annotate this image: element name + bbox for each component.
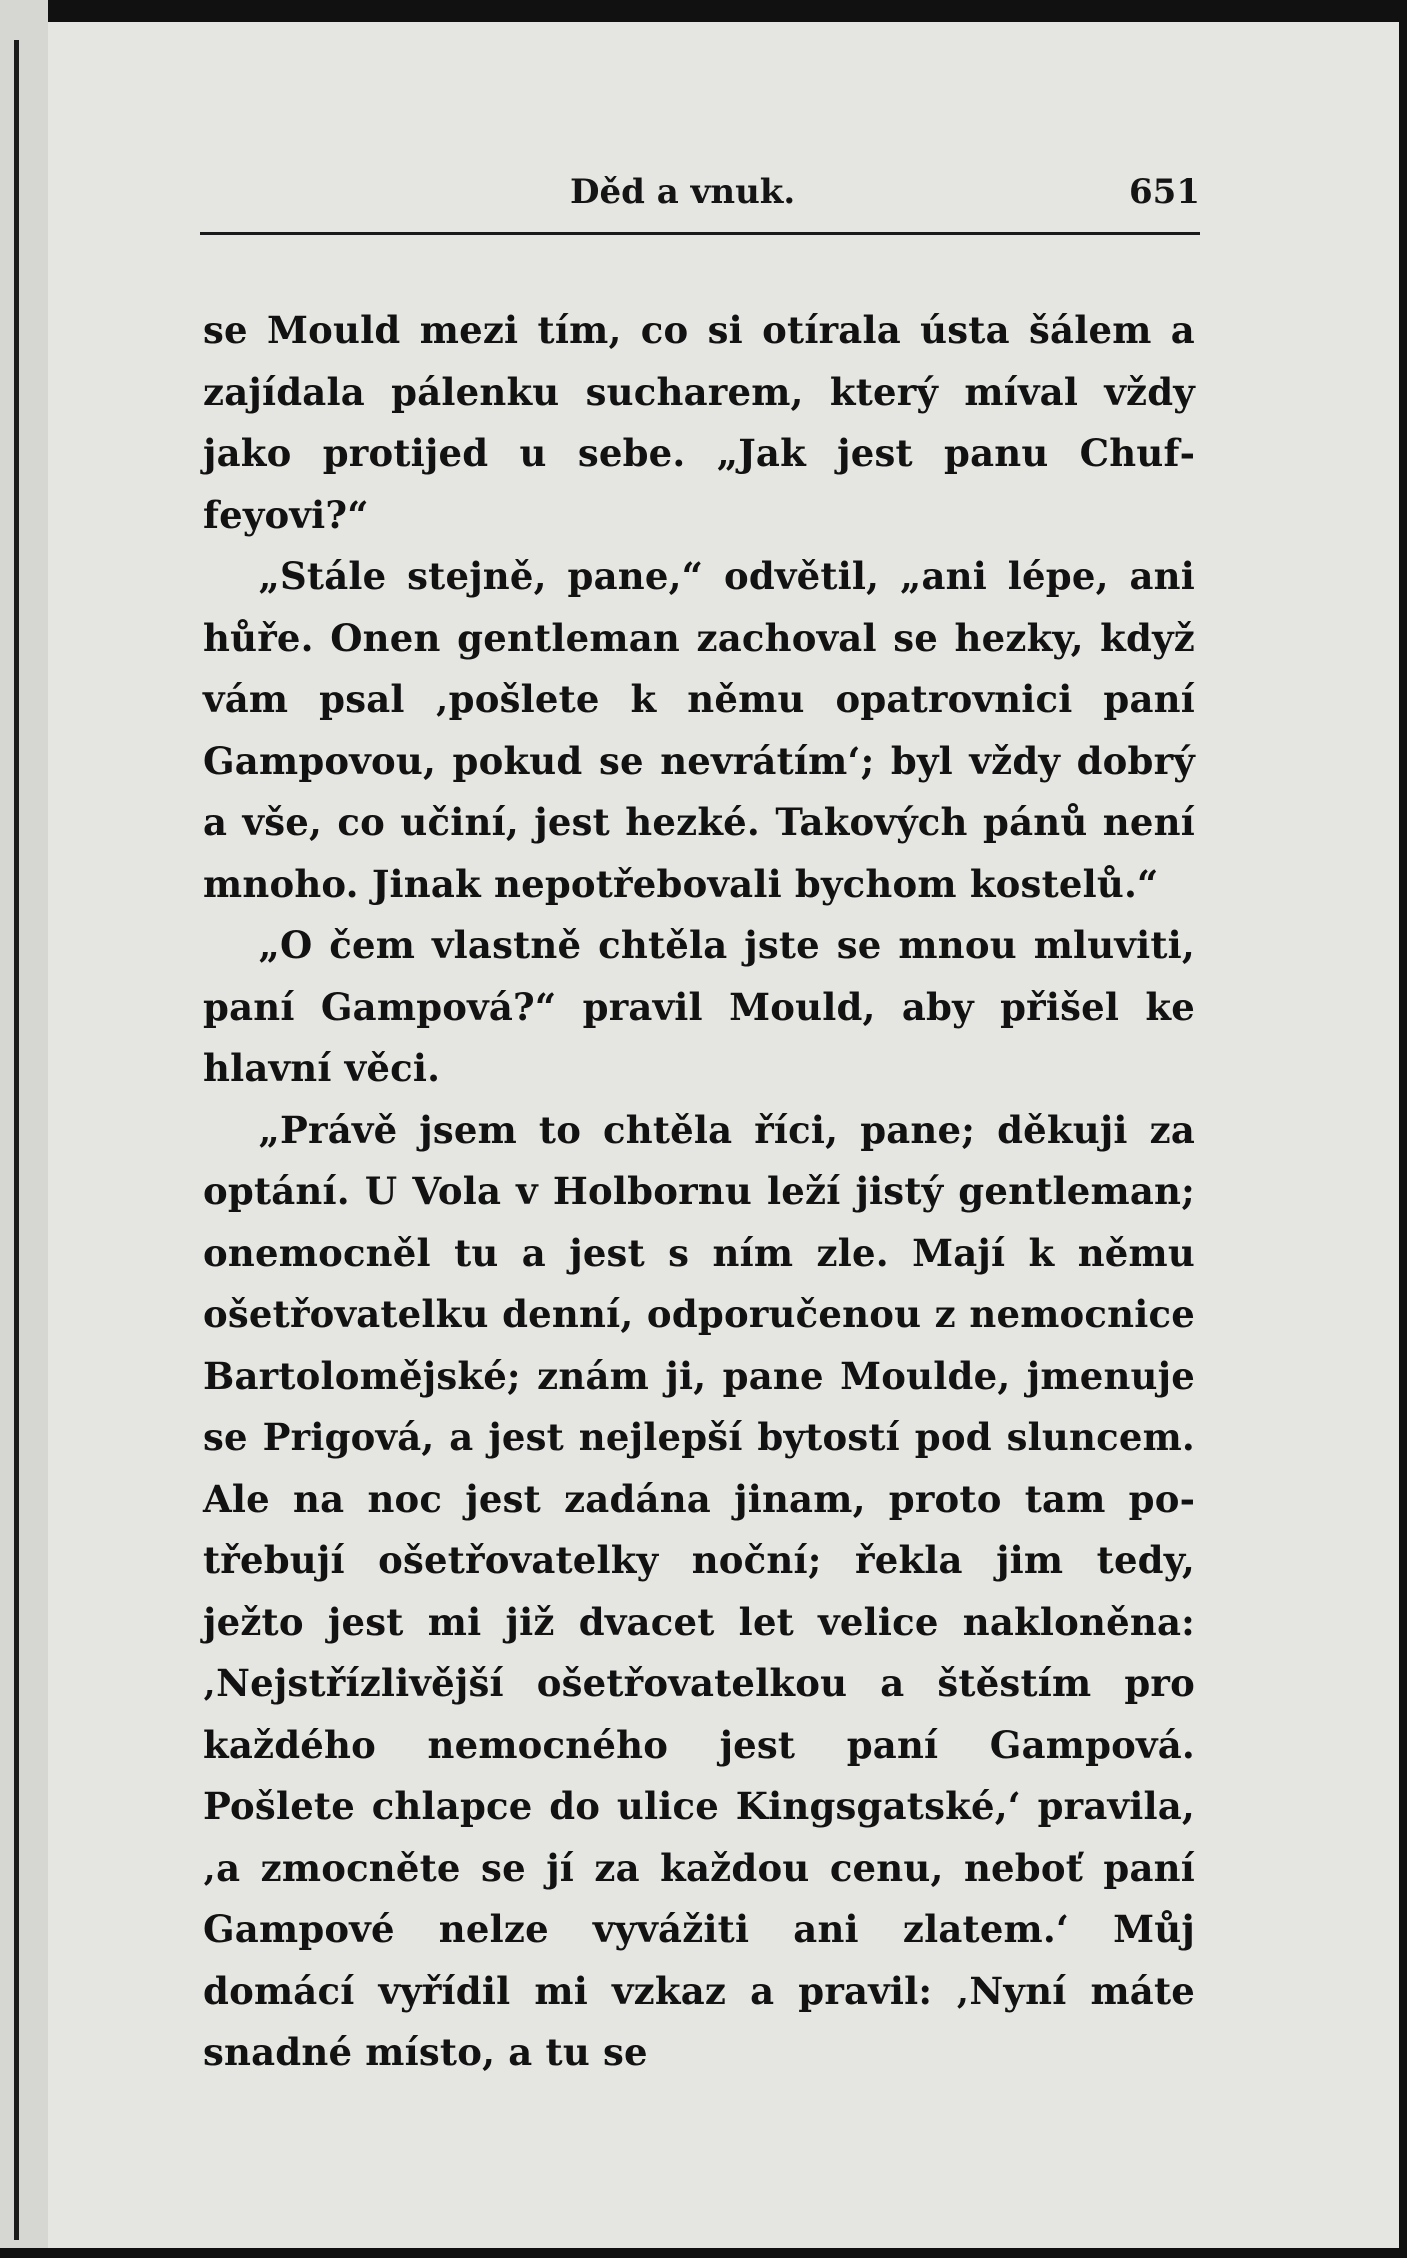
header-rule [200, 232, 1200, 235]
page-header [200, 172, 1200, 220]
paragraph-continued: se Mould mezi tím, co si otírala ústa šálem a zajídala pálenku sucharem, který míval vždy jako protijed u sebe. „Jak jest panu Chuffeyovi?“ [203, 308, 1195, 537]
running-title: Děd a vnuk. [570, 172, 796, 212]
paragraph-dialogue: „O čem vlastně chtěla jste se mnou mluviti, paní Gampová?“ pravil Mould, aby přišel ke hlavní věci. [203, 923, 1195, 1090]
paragraph-dialogue: „Právě jsem to chtěla říci, pane; děkuji za optání. U Vola v Holbornu leží jistý gentleman; onemocněl tu a jest s ním zle. Mají k němu ošetřovatelku denní, odporučenou z nemocnice Bartolomějské; znám ji, pane Moulde, jmenuje se Prigová, a jest nejlepší bytostí pod sluncem. Ale na noc jest zadána jinam, proto tam potřebují ošetřovatelky noční; řekla jim tedy, ježto jest mi již dvacet let velice nakloněna: ‚Nejstřízlivější ošetřovatelkou a štěstím pro každého nemocného jest paní Gampová. Pošlete chlapce do ulice Kingsgatské,‘ pravila, ‚a zmocněte se jí za každou cenu, neboť paní Gampové nelze vyvážiti ani zlatem.‘ Můj domácí vyřídil mi vzkaz a pravil: ‚Nyní máte snadné místo, a tu se [203, 1107, 1195, 2074]
body-text [203, 300, 1195, 2084]
scan-bottom-edge [0, 2248, 1407, 2258]
page-number: 651 [1129, 172, 1200, 212]
scan-top-edge [0, 0, 1407, 22]
paragraph-dialogue: „Stále stejně, pane,“ odvětil, „ani lépe, ani hůře. Onen gentleman zachoval se hezky, když vám psal ‚pošlete k němu opatrovnici paní Gampovou, pokud se nevrátím‘; byl vždy dobrý a vše, co učiní, jest hezké. Takových pánů není mnoho. Jinak nepotřebovali bychom kostelů.“ [203, 554, 1195, 906]
scan-right-edge [1399, 0, 1407, 2258]
binding-line [14, 40, 19, 2240]
binding-margin [0, 0, 48, 2258]
